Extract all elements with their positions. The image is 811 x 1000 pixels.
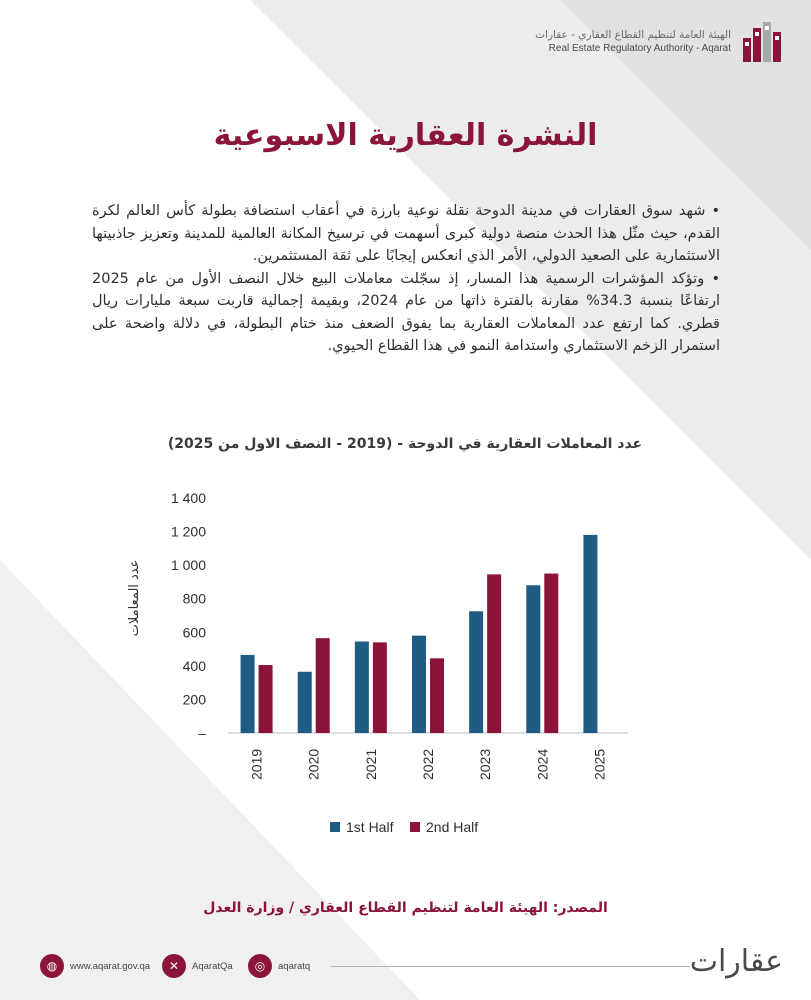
y-tick-label: 400 — [182, 657, 206, 674]
bar-first-half — [241, 655, 255, 733]
transactions-bar-chart — [0, 420, 811, 860]
y-tick-label: 1 200 — [170, 523, 206, 540]
article-body — [92, 200, 720, 358]
org-name-english: Real Estate Regulatory Authority - Aqarat — [548, 43, 731, 55]
instagram-link[interactable] — [248, 954, 310, 978]
x-tick-label: 2021 — [362, 748, 379, 780]
legend-swatch — [410, 822, 420, 832]
y-tick-label: 1 400 — [170, 490, 206, 506]
bar-second-half — [373, 642, 387, 733]
bar-second-half — [430, 658, 444, 733]
y-tick-label-zero: – — [198, 725, 206, 741]
paragraph-1: • شهد سوق العقارات في مدينة الدوحة نقلة نوعية بارزة في أعقاب استضافة بطولة كأس العالم لكرة القدم، حيث مثّل هذا الحدث منصة دولية كبرى أسهمت في ترسيخ المكانة العالمية للمدينة وتعزيز جاذبيتها الاستثمارية على الصعيد الدولي، الأمر الذي انعكس إيجابًا على ثقة المستثمرين. — [92, 203, 720, 264]
source-note: المصدر: الهيئة العامة لتنظيم القطاع العقاري / وزارة العدل — [203, 900, 608, 916]
twitter-handle: AqaratQa — [192, 960, 233, 972]
y-tick-label: 600 — [182, 624, 206, 641]
x-tick-label: 2019 — [248, 748, 265, 780]
bar-second-half — [316, 638, 330, 733]
website-link[interactable] — [40, 954, 150, 978]
bar-second-half — [259, 665, 273, 733]
chart-title: عدد المعاملات العقارية في الدوحة - (2019 - النصف الاول من 2025) — [167, 436, 643, 452]
footer-divider — [330, 966, 690, 967]
x-tick-label: 2022 — [420, 748, 436, 780]
x-icon: ✕ — [162, 954, 186, 978]
y-tick-label: 1 000 — [170, 557, 206, 574]
footer — [0, 940, 811, 1000]
x-tick-label: 2025 — [591, 748, 608, 780]
legend-label: 2nd Half — [426, 819, 479, 835]
y-tick-label: 800 — [182, 590, 206, 607]
y-tick-label: 200 — [182, 691, 206, 708]
bar-second-half — [544, 574, 558, 733]
header — [535, 20, 785, 64]
org-name-arabic: الهيئة العامة لتنظيم القطاع العقاري - عقارات — [535, 29, 731, 42]
instagram-handle: aqaratq — [278, 960, 311, 972]
twitter-link[interactable] — [162, 954, 233, 978]
bar-second-half — [487, 574, 501, 733]
website-text: www.aqarat.gov.qa — [70, 960, 151, 972]
instagram-icon: ◎ — [248, 954, 272, 978]
bar-first-half — [412, 636, 426, 733]
paragraph-2: • وتؤكد المؤشرات الرسمية هذا المسار، إذ سجّلت معاملات البيع خلال النصف الأول من عام 2025 ارتفاعًا بنسبة 34.3% مقارنة بالفترة ذاتها من عام 2024، وبقيمة إجمالية قاربت سبعة مليارات ريال قطري. كما ارتفع عدد المعاملات العقارية بما يفوق الضعف منذ ختام البطولة، في دلالة واضحة على استمرار الزخم الاستثماري واستدامة النمو في هذا القطاع الحيوي. — [92, 270, 720, 354]
page-title: النشرة العقارية الاسبوعية — [213, 118, 598, 153]
legend-swatch — [330, 822, 340, 832]
bar-first-half — [583, 535, 597, 733]
footer-brand: عقارات — [689, 944, 783, 979]
bar-first-half — [469, 611, 483, 733]
header-text — [535, 28, 731, 56]
bar-first-half — [355, 642, 369, 733]
x-tick-label: 2024 — [534, 748, 551, 780]
bar-first-half — [298, 672, 312, 733]
x-tick-label: 2023 — [477, 748, 494, 780]
globe-icon: ◍ — [40, 954, 64, 978]
aqarat-logo-icon — [741, 20, 785, 64]
legend-label: 1st Half — [346, 819, 394, 835]
bar-first-half — [526, 585, 540, 733]
y-axis-label: عدد المعاملات — [127, 559, 142, 637]
x-tick-label: 2020 — [305, 748, 322, 780]
